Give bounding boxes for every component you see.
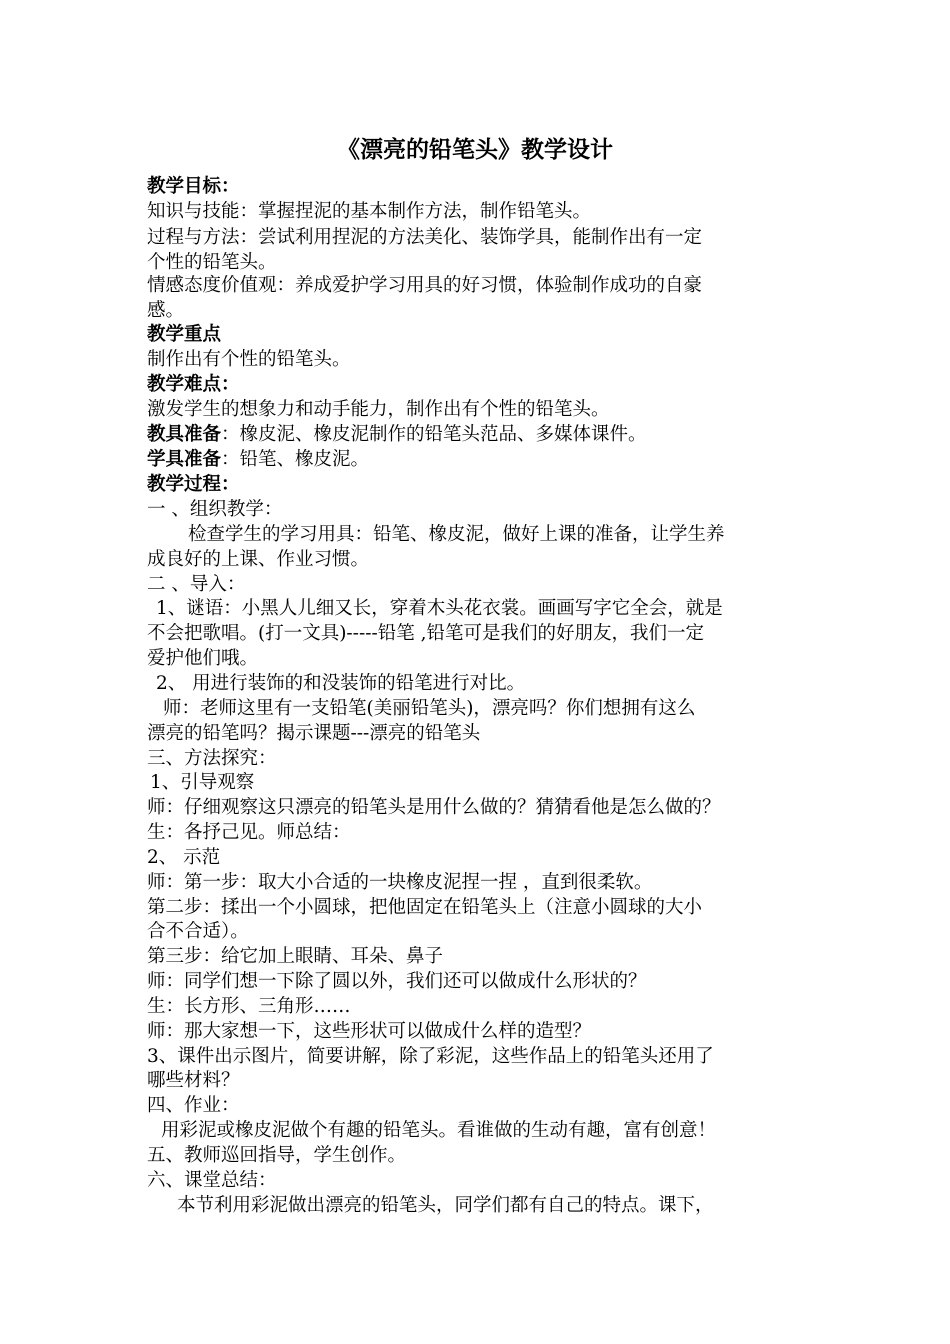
- section6-text: 本节利用彩泥做出漂亮的铅笔头，同学们都有自己的特点。课下，: [177, 1195, 714, 1216]
- section3-modeling-question: 师：那大家想一下，这些形状可以做成什么样的造型？: [147, 1021, 592, 1042]
- section5-heading: 五、教师巡回指导，学生创作。: [147, 1145, 407, 1166]
- section3-observe: 1、引导观察: [150, 772, 255, 793]
- section2-teacher-line2: 漂亮的铅笔吗？揭示课题---漂亮的铅笔头: [147, 723, 481, 744]
- section3-step2-line1: 第二步：揉出一个小圆球，把他固定在铅笔头上（注意小圆球的大小: [147, 897, 703, 918]
- teacher-prep: [147, 423, 647, 447]
- section3-heading: 三、方法探究：: [147, 748, 277, 769]
- section3-shapes-question: 师：同学们想一下除了圆以外，我们还可以做成什么形状的？: [147, 971, 647, 992]
- section3-demo: 2、 示范: [147, 847, 221, 868]
- objectives-heading: 教学目标：: [147, 176, 240, 197]
- objective-process-line2: 个性的铅笔头。: [147, 252, 277, 273]
- section3-step3: 第三步：给它加上眼睛、耳朵、鼻子: [147, 946, 444, 967]
- student-prep-label: 学具准备: [147, 449, 222, 470]
- section2-riddle-line1: 1、谜语：小黑人儿细又长，穿着木头花衣裳。画画写字它全会，就是: [156, 598, 723, 619]
- section4-text: 用彩泥或橡皮泥做个有趣的铅笔头。看谁做的生动有趣，富有创意！: [161, 1120, 717, 1141]
- process-heading: 教学过程：: [147, 474, 240, 495]
- section2-heading: 二 、导入：: [147, 574, 246, 595]
- section3-courseware-line1: 3、课件出示图片，简要讲解，除了彩泥，这些作品上的铅笔头还用了: [147, 1046, 714, 1067]
- section6-heading: 六、课堂总结：: [147, 1170, 277, 1191]
- objective-knowledge: 知识与技能：掌握捏泥的基本制作方法，制作铅笔头。: [147, 201, 592, 222]
- section2-riddle-line3: 爱护他们哦。: [147, 648, 259, 669]
- teacher-prep-text: ：橡皮泥、橡皮泥制作的铅笔头范品、多媒体课件。: [221, 424, 647, 445]
- difficulty-heading: 教学难点：: [147, 374, 240, 395]
- key-point-heading: 教学重点: [147, 324, 222, 345]
- section2-riddle-line2: 不会把歌唱。(打一文具)-----铅笔 ,铅笔可是我们的好朋友，我们一定: [147, 623, 704, 644]
- section3-step2-line2: 合不合适）。: [147, 921, 249, 942]
- section3-courseware-line2: 哪些材料？: [147, 1070, 240, 1091]
- section4-heading: 四、作业：: [147, 1095, 240, 1116]
- section1-heading: 一 、组织教学：: [147, 499, 283, 520]
- student-prep: [147, 448, 369, 472]
- difficulty-text: 激发学生的想象力和动手能力，制作出有个性的铅笔头。: [147, 399, 610, 420]
- section2-teacher-line1: 师：老师这里有一支铅笔(美丽铅笔头)，漂亮吗？你们想拥有这么: [163, 698, 696, 719]
- section2-compare: 2、 用进行装饰的和没装饰的铅笔进行对比。: [156, 673, 526, 694]
- objective-emotion-line1: 情感态度价值观：养成爱护学习用具的好习惯，体验制作成功的自豪: [147, 275, 703, 296]
- section1-text-line1: 检查学生的学习用具：铅笔、橡皮泥，做好上课的准备，让学生养: [188, 524, 725, 545]
- teacher-prep-label: 教具准备: [147, 424, 222, 445]
- student-prep-text: ：铅笔、橡皮泥。: [221, 449, 370, 470]
- section3-student: 生：各抒己见。师总结：: [147, 822, 351, 843]
- section3-question: 师：仔细观察这只漂亮的铅笔头是用什么做的？猜猜看他是怎么做的？: [147, 797, 721, 818]
- document-title: 《漂亮的铅笔头》教学设计: [337, 136, 613, 163]
- section1-text-line2: 成良好的上课、作业习惯。: [147, 549, 370, 570]
- objective-emotion-line2: 感。: [147, 300, 185, 321]
- section3-shapes-answer: 生：长方形、三角形……: [147, 996, 351, 1017]
- section3-step1: 师：第一步：取大小合适的一块橡皮泥捏一捏 ，直到很柔软。: [147, 872, 653, 893]
- objective-process-line1: 过程与方法：尝试利用捏泥的方法美化、装饰学具，能制作出有一定: [147, 227, 703, 248]
- key-point-text: 制作出有个性的铅笔头。: [147, 349, 351, 370]
